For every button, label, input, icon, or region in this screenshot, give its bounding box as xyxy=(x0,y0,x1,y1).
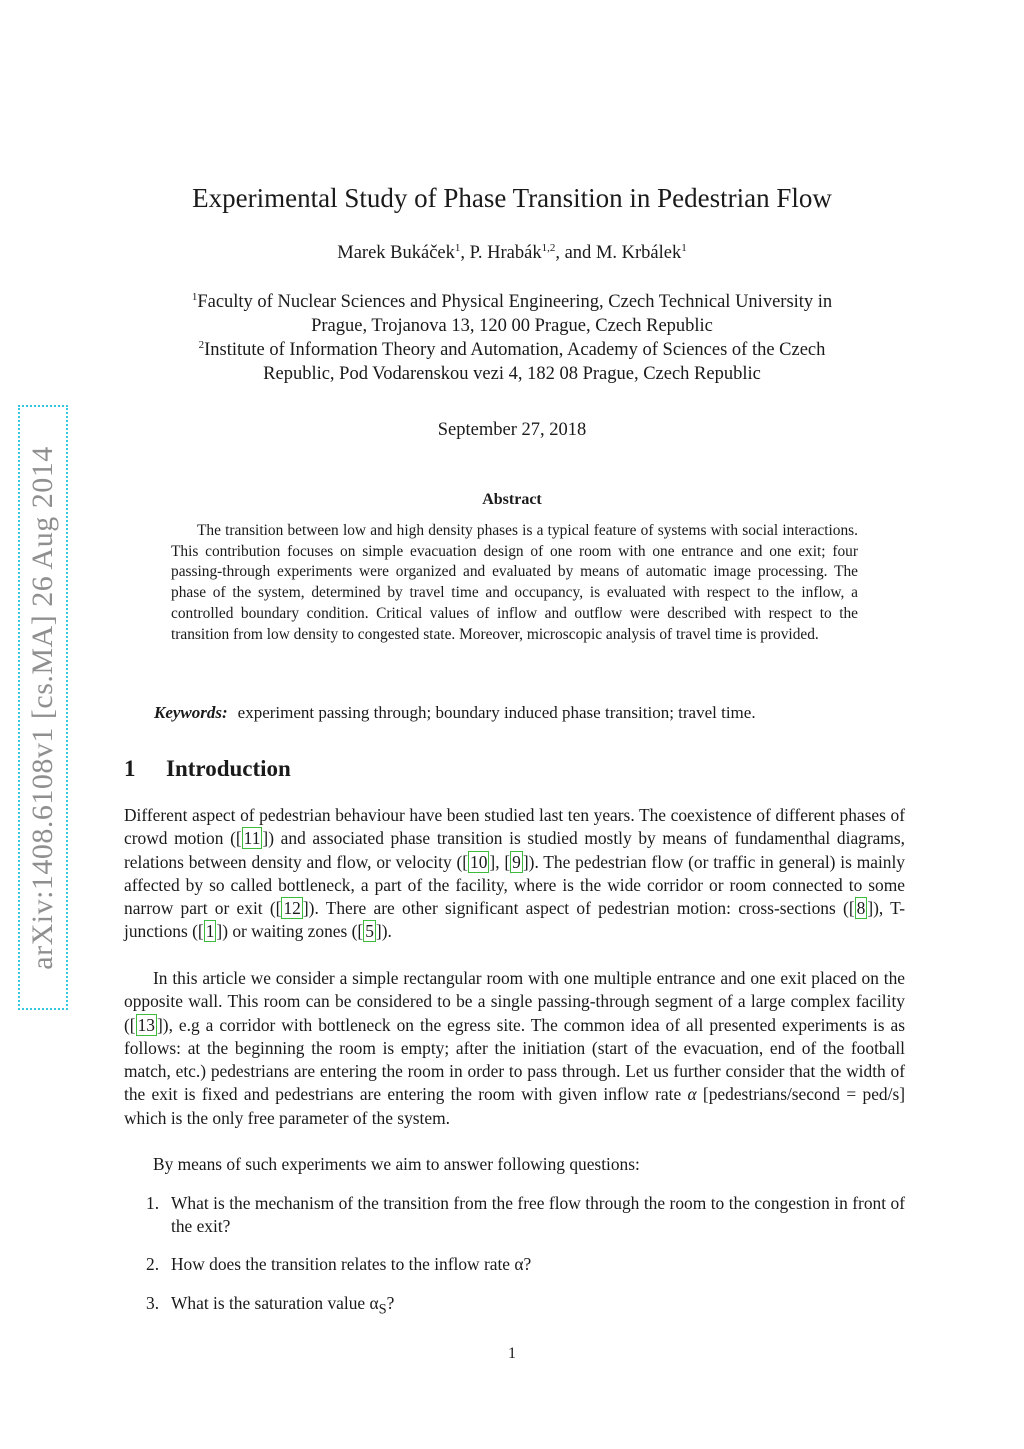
arxiv-watermark-text: arXiv:1408.6108v1 [cs.MA] 26 Aug 2014 xyxy=(26,445,59,970)
text-run: ]). xyxy=(375,921,392,942)
affiliation-1 xyxy=(0,285,1024,338)
affiliation-line: Faculty of Nuclear Sciences and Physical Engineering, Czech Technical University in xyxy=(197,292,833,313)
abstract-heading: Abstract xyxy=(482,491,542,508)
affiliation-mark: 2 xyxy=(198,339,205,351)
affiliation-line: Prague, Trojanova 13, 120 00 Prague, Czech Republic xyxy=(311,316,713,337)
text-run: ], [ xyxy=(489,851,511,872)
affiliation-2 xyxy=(0,333,1024,386)
paper-title: Experimental Study of Phase Transition in Pedestrian Flow xyxy=(192,183,832,213)
author-list xyxy=(0,242,1024,264)
math-subscript: S xyxy=(378,1301,387,1318)
text-run: What is the saturation value α xyxy=(171,1293,379,1313)
text-run: ]), e.g a corridor with bottleneck on the egress site. The common idea of all presented experiments is as follows: at the beginning the room is empty; after the initiation (start of the evacuation, end of the football match, etc.) pedestrians are entering the room in order to pass through. Let us further consider that the width of the exit is fixed and pedestrians are entering the room with given inflow rate xyxy=(124,1014,905,1105)
citation-link[interactable]: 13 xyxy=(137,1014,155,1035)
text-run: ]). The pedestrian flow (or traffic in general) is mainly affected by so called bottleneck, a part of the facility, where is the wide corridor or room connected to some narrow part or exit ([ xyxy=(124,851,906,919)
text-run: ? xyxy=(386,1293,395,1313)
text-run: ]) and associated phase transition is studied mostly by means of fundamenthal diagrams, relations between density and flow, or velocity ([ xyxy=(124,828,906,872)
text-run: Different aspect of pedestrian behaviour have been studied last ten years. The coexistence of different phases of crowd motion ([ xyxy=(124,805,905,849)
question-number: 3. xyxy=(146,1293,160,1313)
affiliation-mark: 1 xyxy=(191,291,198,303)
citation-link[interactable]: 12 xyxy=(283,898,301,919)
abstract-text: The transition between low and high density phases is a typical feature of systems with social interactions. This contribution focuses on simple evacuation design of one room with one entrance and one exit; four passing-through experiments were organized and evaluated by means of automatic image processing. The phase of the system, determined by travel time and occupancy, is evaluated with respect to the inflow, a controlled boundary condition. Critical values of inflow and outflow were described with respect to the transition from low density to congested state. Moreover, microscopic analysis of travel time is provided. xyxy=(171,522,858,643)
question-text xyxy=(171,1292,905,1322)
section-title: Introduction xyxy=(166,756,291,781)
paragraph xyxy=(124,967,905,1130)
citation-link[interactable]: 10 xyxy=(470,851,488,872)
text-run: ]) or waiting zones ([ xyxy=(216,921,364,942)
citation-link[interactable]: 5 xyxy=(365,921,374,942)
paper-date: September 27, 2018 xyxy=(437,420,587,440)
text-run: ]), T-junctions ([ xyxy=(124,898,906,942)
author-affiliation-mark: 1 xyxy=(454,242,461,254)
author-affiliation-mark: 1,2 xyxy=(541,242,556,254)
question-number: 1. xyxy=(146,1193,160,1213)
citation-link[interactable]: 11 xyxy=(243,828,261,849)
author-name: M. Krbálek xyxy=(595,243,682,264)
section-heading xyxy=(124,756,291,782)
keywords xyxy=(154,703,914,723)
keywords-text: experiment passing through; boundary induced phase transition; travel time. xyxy=(237,703,756,722)
citation-link[interactable]: 9 xyxy=(512,851,521,872)
citation-link[interactable]: 8 xyxy=(856,898,866,919)
author-name: P. Hrabák xyxy=(469,243,542,264)
text-run: ]). There are other significant aspect of pedestrian motion: cross-sections ([ xyxy=(302,898,855,919)
section-number: 1 xyxy=(124,756,136,781)
affiliation-line: Institute of Information Theory and Automation, Academy of Sciences of the Czech xyxy=(204,340,826,361)
citation-link[interactable]: 1 xyxy=(205,921,215,942)
keywords-label: Keywords: xyxy=(154,703,228,722)
math-symbol: α xyxy=(687,1084,697,1105)
author-separator: , and xyxy=(555,243,596,264)
paragraph: By means of such experiments we aim to answer following questions: xyxy=(153,1154,640,1174)
author-name: Marek Bukáček xyxy=(337,243,455,264)
text-run: In this article we consider a simple rectangular room with one multiple entrance and one exit placed on the opposite wall. This room can be considered to be a single passing-through segment of a large complex facility ([ xyxy=(124,968,905,1035)
author-affiliation-mark: 1 xyxy=(681,242,687,254)
page-number: 1 xyxy=(508,1345,516,1362)
author-separator: , xyxy=(460,243,470,264)
paragraph xyxy=(124,804,905,944)
text-run: [pedestrians/second = ped/s] which is the only free parameter of the system. xyxy=(124,1084,906,1128)
question-text: How does the transition relates to the inflow rate α? xyxy=(171,1254,532,1274)
question-text: What is the mechanism of the transition from the free flow through the room to the congestion in front of the exit? xyxy=(171,1193,905,1237)
affiliation-line: Republic, Pod Vodarenskou vezi 4, 182 08 Prague, Czech Republic xyxy=(263,364,761,385)
question-number: 2. xyxy=(146,1254,160,1274)
